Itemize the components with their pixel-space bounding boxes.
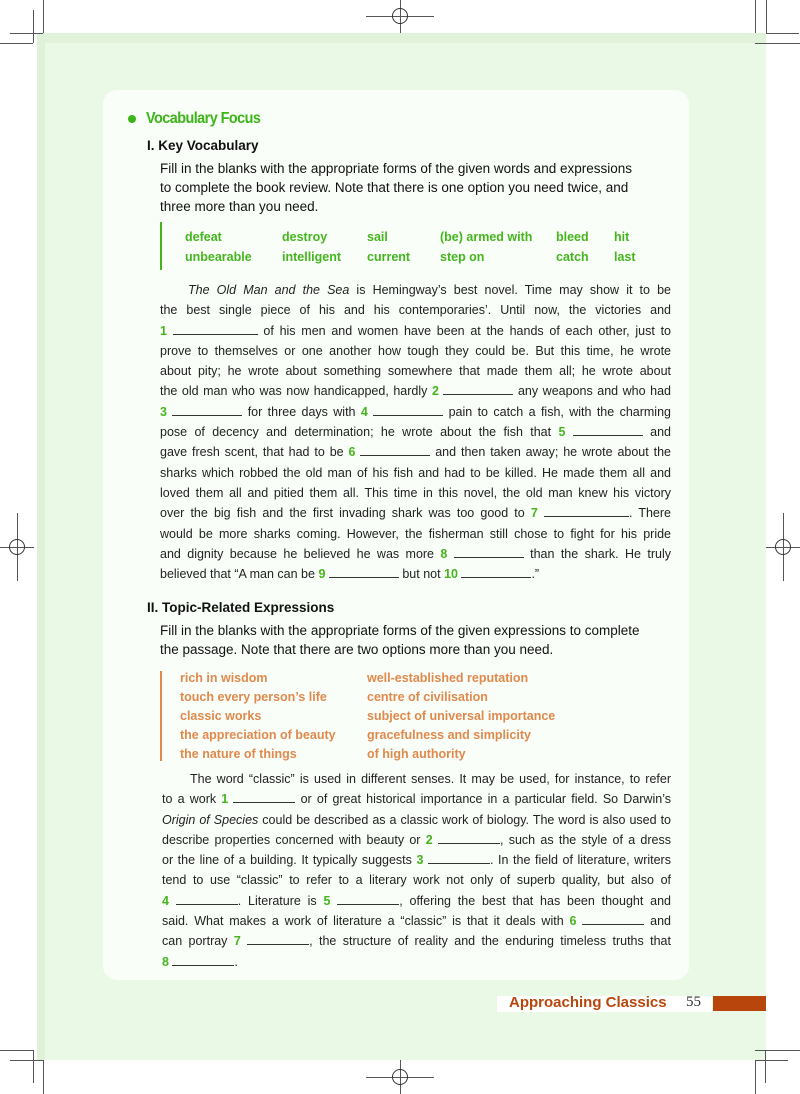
section-title: Vocabulary Focus — [146, 110, 261, 127]
passage-text: or the line of a building. It typically suggests — [162, 853, 417, 868]
answer-blank[interactable] — [443, 383, 513, 395]
word-bank-item: intelligent — [282, 250, 342, 264]
passage-text: but not — [398, 567, 445, 582]
passage-line — [160, 442, 671, 462]
passage-text: or of great historical importance in a particular field. So Darwin’s — [295, 792, 671, 807]
passage-line — [162, 769, 671, 789]
passage-text: tend to use “classic” to refer to a literary work not only of superb quality, but also of — [162, 873, 671, 888]
word-bank-item: unbearable — [185, 250, 252, 264]
answer-blank[interactable] — [461, 566, 531, 578]
answer-blank[interactable] — [373, 404, 443, 416]
expression-bank-item: the appreciation of beauty — [180, 728, 336, 742]
answer-blank[interactable] — [233, 791, 295, 803]
answer-blank[interactable] — [173, 323, 258, 335]
passage-text: believed that “A man can be — [160, 567, 319, 582]
passage-line — [160, 381, 671, 401]
bullet-icon — [128, 115, 136, 123]
expression-bank-item: the nature of things — [180, 747, 297, 761]
answer-blank[interactable] — [172, 404, 242, 416]
part1-heading: I. Key Vocabulary — [147, 138, 259, 153]
footer-title: Approaching Classics — [509, 994, 667, 1011]
footer-accent-bar — [713, 996, 766, 1011]
passage-text: .” — [531, 567, 540, 582]
passage-text: and — [642, 425, 671, 440]
passage-line — [160, 544, 671, 564]
passage-text: describe properties concerned with beauty or — [162, 832, 426, 847]
passage-text: could be described as a classic work of biology. The word is also used to — [258, 812, 672, 827]
passage-text: to a work — [162, 792, 222, 807]
word-bank-border — [160, 222, 162, 270]
blank-number: 5 — [558, 425, 573, 440]
blank-number: 3 — [416, 853, 428, 868]
expression-bank-item: classic works — [180, 709, 262, 723]
blank-number: 7 — [233, 934, 248, 949]
answer-blank[interactable] — [454, 546, 524, 558]
answer-blank[interactable] — [438, 832, 500, 844]
word-bank-item: step on — [440, 250, 485, 264]
passage-text: The word “classic” is used in different senses. It may be used, for instance, to refer — [190, 772, 671, 786]
blank-number: 7 — [530, 506, 544, 521]
passage-text: for three days with — [242, 404, 361, 419]
part2-heading: II. Topic-Related Expressions — [147, 600, 335, 615]
passage-text: , the structure of reality and the enduring timeless truths that — [309, 934, 671, 949]
passage-text: loved them all and pitied them all. This time in this novel, the old man knew his victory — [160, 485, 671, 500]
blank-number: 5 — [323, 893, 338, 908]
passage-line — [162, 911, 671, 931]
blank-number: 1 — [221, 792, 234, 807]
passage-text: and — [644, 914, 671, 929]
passage-line — [160, 341, 671, 361]
word-bank-item: last — [614, 250, 636, 264]
blank-number: 8 — [162, 954, 173, 969]
answer-blank[interactable] — [176, 893, 238, 905]
passage-text: , such as the style of a dress — [499, 832, 671, 847]
passage-text: pose of decency and determination; he wrote about the fish that — [160, 425, 559, 440]
passage-line — [160, 402, 671, 422]
word-bank-item: sail — [367, 230, 388, 244]
word-bank-item: hit — [614, 230, 630, 244]
passage-line — [160, 483, 671, 503]
passage-line — [162, 870, 671, 890]
passage-line — [160, 300, 671, 320]
passage-line — [160, 463, 671, 483]
passage-line — [162, 952, 671, 972]
passage-text: Origin of Species — [162, 812, 259, 827]
passage-text: The Old Man and the Sea — [188, 283, 350, 297]
answer-blank[interactable] — [247, 933, 309, 945]
blank-number: 10 — [444, 567, 462, 582]
passage-line — [160, 321, 671, 341]
instruction-line: to complete the book review. Note that there is one option you need twice, and — [160, 180, 629, 195]
passage-text: . — [234, 954, 238, 969]
answer-blank[interactable] — [582, 913, 644, 925]
page-background-top-band — [44, 33, 766, 43]
passage-text: is Hemingway’s best novel. Time may show it to be — [349, 283, 671, 297]
answer-blank[interactable] — [329, 566, 399, 578]
expression-bank-border — [160, 671, 162, 761]
passage-line — [160, 503, 671, 523]
expression-bank-item: subject of universal importance — [367, 709, 556, 723]
answer-blank[interactable] — [428, 852, 490, 864]
blank-number: 3 — [160, 404, 173, 419]
word-bank-item: catch — [556, 250, 589, 264]
answer-blank[interactable] — [360, 444, 430, 456]
word-bank-item: destroy — [282, 230, 328, 244]
passage-line — [162, 891, 671, 911]
answer-blank[interactable] — [337, 893, 399, 905]
passage-text: pain to catch a fish, with the charming — [443, 404, 671, 419]
answer-blank[interactable] — [544, 505, 629, 517]
answer-blank[interactable] — [172, 954, 234, 966]
instruction-line: Fill in the blanks with the appropriate forms of the given expressions to complete — [160, 623, 640, 638]
passage-text: the old man who was now handicapped, hardly — [160, 384, 432, 399]
passage-line — [162, 931, 671, 951]
blank-number: 8 — [440, 546, 454, 561]
book-review-passage — [160, 280, 671, 584]
passage-line — [160, 564, 671, 584]
blank-number: 9 — [318, 567, 329, 582]
part1-instructions — [160, 159, 680, 216]
expression-bank-item: of high authority — [367, 747, 466, 761]
passage-text: any weapons and who had — [513, 384, 671, 399]
blank-number: 6 — [569, 914, 583, 929]
word-bank-item: (be) armed with — [440, 230, 533, 244]
instruction-line: the passage. Note that there are two options more than you need. — [160, 642, 554, 657]
word-bank-item: defeat — [185, 230, 222, 244]
passage-text: and dignity because he believed he was more — [160, 546, 441, 561]
passage-text: about pity; he wrote about something somewhere that made them all; he wrote about — [160, 364, 671, 379]
passage-line — [160, 422, 671, 442]
passage-text: and then taken away; he wrote about the — [430, 445, 671, 460]
blank-number: 6 — [348, 445, 361, 460]
passage-line — [162, 810, 671, 830]
part2-instructions — [160, 621, 680, 659]
expression-bank-item: rich in wisdom — [180, 671, 268, 685]
passage-text: gave fresh scent, that had to be — [160, 445, 349, 460]
page-background-left-band — [37, 33, 45, 1060]
passage-text: than the shark. He truly — [523, 546, 671, 561]
classic-passage — [162, 769, 671, 972]
passage-text: would be more sharks coming. However, the fisherman still chose to fight for his pride — [160, 526, 671, 541]
instruction-line: three more than you need. — [160, 199, 319, 214]
blank-number: 2 — [431, 384, 444, 399]
passage-line — [160, 524, 671, 544]
expression-bank-item: touch every person’s life — [180, 690, 327, 704]
passage-text: over the big fish and the first invading shark was too good to — [160, 506, 531, 521]
expression-bank-item: centre of civilisation — [367, 690, 488, 704]
passage-text: the best single piece of his and his contemporaries’. Until now, the victories and — [160, 303, 671, 318]
page-number: 55 — [686, 994, 701, 1010]
instruction-line: Fill in the blanks with the appropriate forms of the given words and expressions — [160, 161, 632, 176]
word-bank-item: bleed — [556, 230, 589, 244]
passage-text: . Literature is — [237, 893, 324, 908]
passage-line — [162, 789, 671, 809]
passage-text: of his men and women have been at the hands of each other, just to — [257, 323, 671, 338]
blank-number: 2 — [425, 832, 438, 847]
passage-text: sharks which robbed the old man of his fish and had to be killed. He made them all and — [160, 465, 671, 480]
passage-line — [160, 280, 671, 300]
passage-line — [160, 361, 671, 381]
passage-text: said. What makes a work of literature a “classic” is that it deals with — [162, 914, 570, 929]
passage-text: , offering the best that has been thought and — [399, 893, 671, 908]
passage-text: can portray — [162, 934, 234, 949]
expression-bank-item: well-established reputation — [367, 671, 529, 685]
blank-number: 1 — [160, 323, 173, 338]
blank-number: 4 — [360, 404, 374, 419]
passage-text: . There — [628, 506, 672, 521]
word-bank-item: current — [367, 250, 411, 264]
passage-line — [162, 830, 671, 850]
passage-text: . In the field of literature, writers — [490, 853, 671, 868]
blank-number: 4 — [162, 893, 176, 908]
expression-bank-item: gracefulness and simplicity — [367, 728, 531, 742]
passage-line — [162, 850, 671, 870]
passage-text: prove to themselves or one another how tough they could be. But this time, he wrote — [160, 343, 671, 358]
answer-blank[interactable] — [573, 424, 643, 436]
